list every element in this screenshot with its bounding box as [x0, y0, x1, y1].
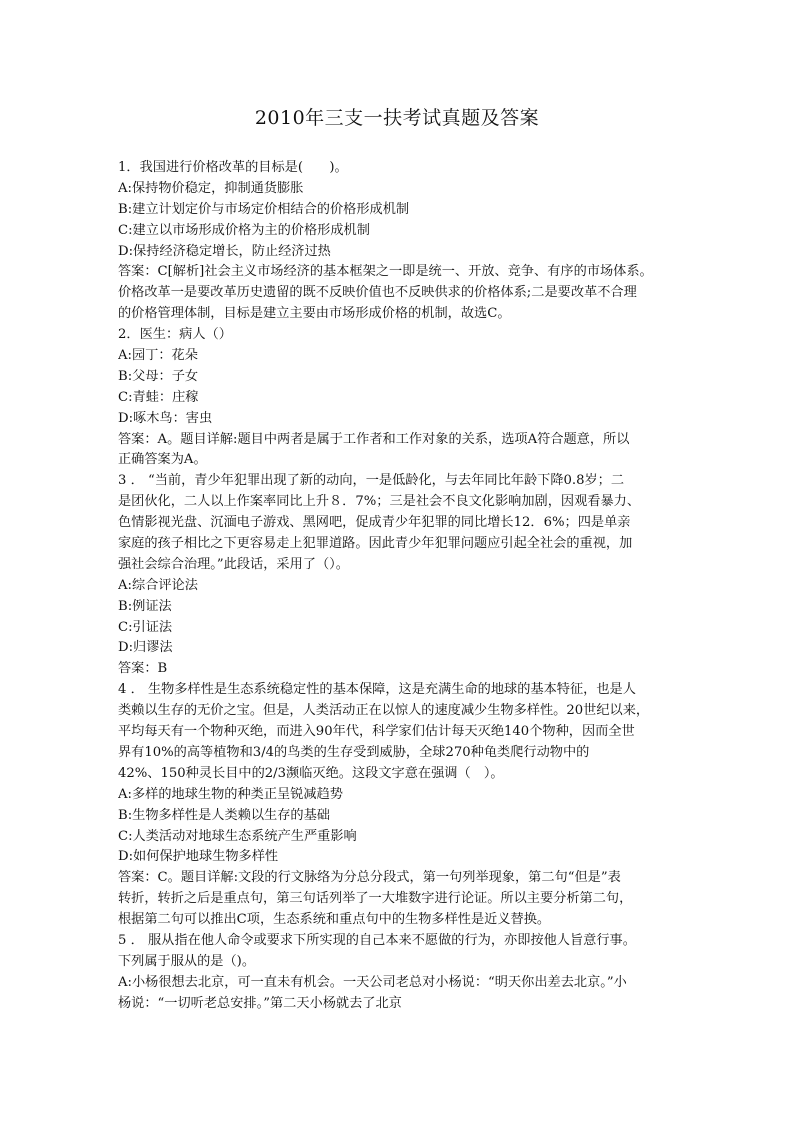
option-b: B:生物多样性是人类赖以生存的基础: [118, 807, 330, 823]
question-stem-line: 平均每天有一个物种灭绝，而进入90年代，科学家们估计每天灭绝140个物种，因而全世: [118, 724, 635, 740]
question-5: [118, 931, 690, 1015]
answer-line: 答案：B: [118, 661, 168, 677]
option-a: A:小杨很想去北京，可一直未有机会。一天公司老总对小杨说：“明天你出差去北京。”小: [118, 974, 627, 990]
question-stem-line: 类赖以生存的无价之宝。但是，人类活动正在以惊人的速度减少生物多样性。20世纪以来，: [118, 703, 650, 719]
question-stem-line: 是团伙化，二人以上作案率同比上升８．7%；三是社会不良文化影响加剧，因观看暴力、: [118, 494, 641, 510]
option-a: A:多样的地球生物的种类正呈锐减趋势: [118, 786, 343, 802]
option-b: B:父母：子女: [118, 368, 199, 384]
answer-line: 转折，转折之后是重点句，第三句话列举了一大堆数字进行论证。所以主要分析第二句，: [118, 891, 633, 907]
option-c: C:引证法: [118, 619, 173, 635]
question-stem-line: 下列属于服从的是（)。: [118, 953, 256, 969]
question-4: [118, 680, 690, 931]
option-d: D:归谬法: [118, 640, 173, 656]
question-stem-line: 1．我国进行价格改革的目标是( )。: [118, 160, 348, 175]
option-a: A:园丁：花朵: [118, 348, 198, 364]
question-stem-line: 界有10%的高等植物和3/4的鸟类的生存受到威胁，全球270种龟类爬行动物中的: [118, 744, 590, 760]
option-d: D:如何保护地球生物多样性: [118, 849, 279, 865]
question-2: [118, 325, 690, 471]
question-stem-line: 4 ． 生物多样性是生态系统稳定性的基本保障，这是充满生命的地球的基本特征，也是人: [118, 682, 636, 698]
option-c: C:建立以市场形成价格为主的价格形成机制: [118, 222, 370, 238]
answer-line: 的价格管理体制，目标是建立主要由市场形成价格的机制，故选C。: [118, 306, 511, 322]
question-stem-line: 2．医生：病人（）: [118, 327, 232, 343]
question-stem-line: 强社会综合治理。”此段话，采用了（）。: [118, 556, 349, 572]
answer-line: 答案：C。题目详解:文段的行文脉络为分总分段式，第一句列举现象，第二句“但是”表: [118, 870, 621, 886]
option-c: C:人类活动对地球生态系统产生严重影响: [118, 828, 357, 844]
question-stem-line: 家庭的孩子相比之下更容易走上犯罪道路。因此青少年犯罪问题应引起全社会的重视，加: [118, 536, 633, 552]
question-3: [118, 471, 690, 680]
answer-line: 根据第二句可以推出C项，生态系统和重点句中的生物多样性是近义替换。: [118, 912, 551, 928]
answer-line: 答案：C[解析]社会主义市场经济的基本框架之一即是统一、开放、竞争、有序的市场体系。: [118, 264, 653, 280]
option-a: A:综合评论法: [118, 577, 198, 593]
answer-line: 价格改革一是要改革历史遗留的既不反映价值也不反映供求的价格体系;二是要改革不合理: [118, 285, 637, 301]
option-b: B:例证法: [118, 598, 172, 614]
option-b: B:建立计划定价与市场定价相结合的价格形成机制: [118, 201, 410, 217]
question-stem-line: 5 ． 服从指在他人命令或要求下所实现的自己本来不愿做的行为，亦即按他人旨意行事。: [118, 932, 636, 948]
option-d: D:啄木鸟：害虫: [118, 410, 213, 426]
question-stem-line: 42%、150种灵长目中的2/3濒临灭绝。这段文字意在强调（ ）。: [118, 765, 504, 781]
option-a: A:保持物价稳定，抑制通货膨胀: [118, 180, 304, 196]
option-a-continued: 杨说：“一切听老总安排。”第二天小杨就去了北京: [118, 995, 402, 1011]
option-c: C:青蛙：庄稼: [118, 389, 199, 405]
answer-line: 答案：A。题目详解:题目中两者是属于工作者和工作对象的关系，选项A符合题意，所以: [118, 431, 630, 447]
document-title: 2010年三支一扶考试真题及答案: [254, 107, 540, 129]
option-d: D:保持经济稳定增长，防止经济过热: [118, 243, 331, 259]
question-stem-line: 3 ． “当前，青少年犯罪出现了新的动向，一是低龄化，与去年同比年龄下降0.8岁；二: [118, 473, 625, 489]
document-body: [118, 158, 690, 1015]
question-1: [118, 158, 690, 325]
answer-line: 正确答案为A。: [118, 452, 207, 468]
question-stem-line: 色情影视光盘、沉湎电子游戏、黑网吧，促成青少年犯罪的同比增长12．6%；四是单亲: [118, 515, 631, 531]
